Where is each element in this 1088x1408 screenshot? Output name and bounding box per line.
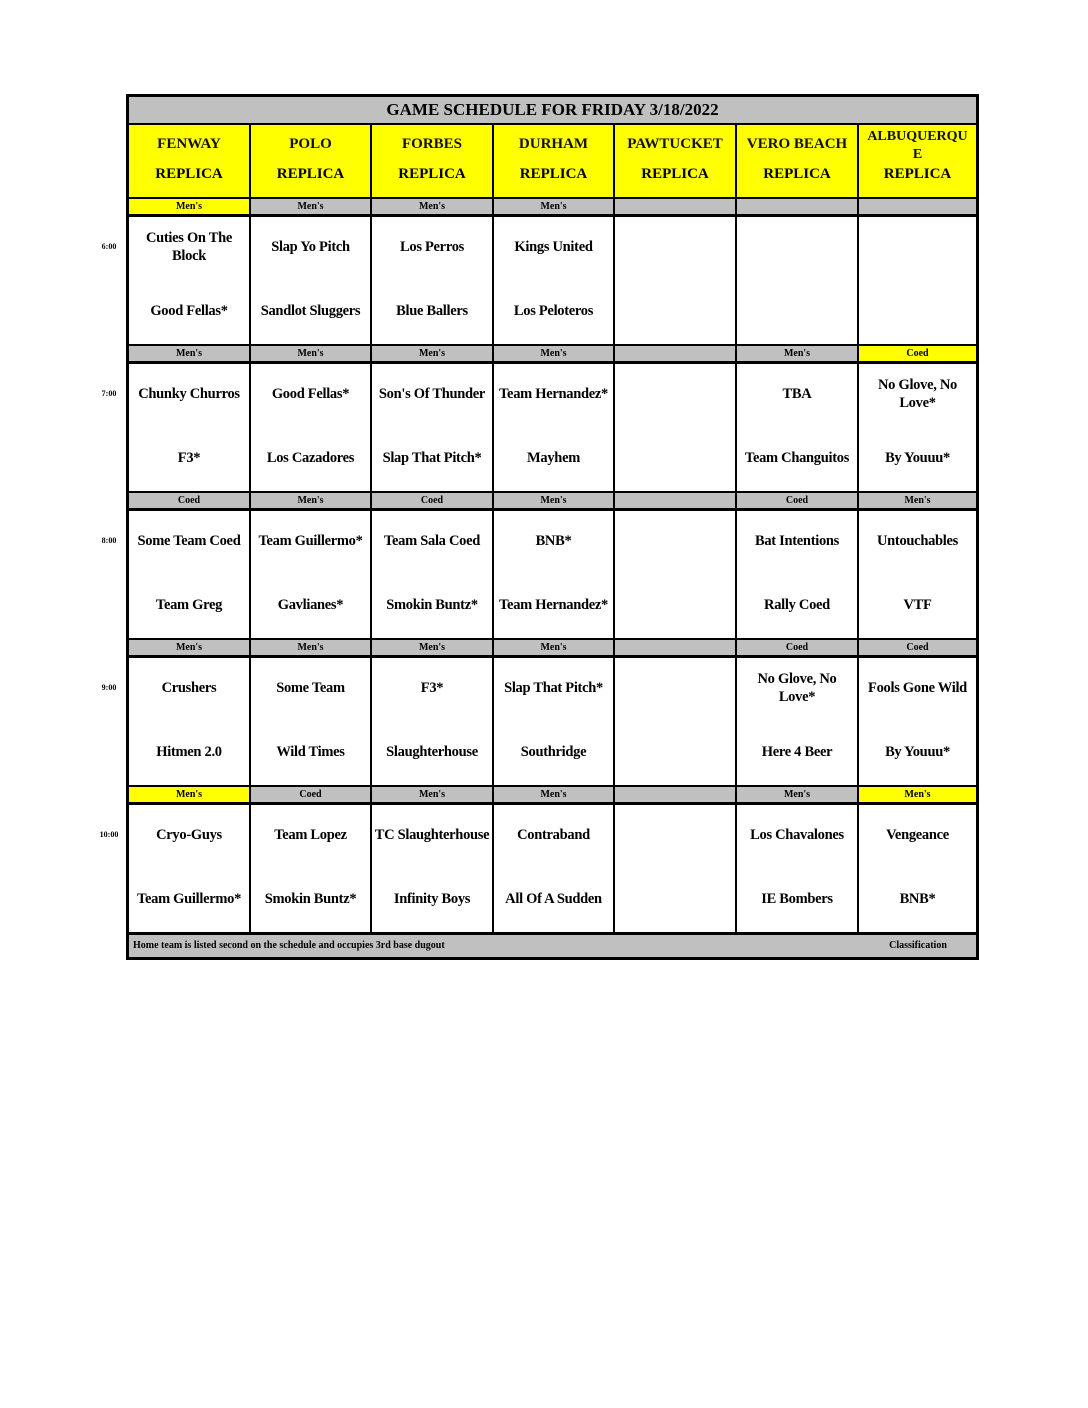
field-header-5 — [737, 125, 857, 197]
away-team: Some Team — [276, 680, 345, 696]
home-team: IE Bombers — [761, 891, 833, 907]
home-team: Wild Times — [276, 744, 345, 760]
home-team: Blue Ballers — [396, 303, 468, 319]
classification-cell: Men's — [372, 199, 492, 214]
away-team: Team Sala Coed — [384, 533, 480, 549]
classification-cell: Men's — [129, 199, 249, 214]
classification-cell: Men's — [494, 199, 613, 214]
classification-cell: Men's — [737, 346, 857, 361]
away-team — [616, 227, 734, 267]
home-team: Team Greg — [155, 597, 223, 613]
time-label-0: 6:00 — [101, 242, 117, 251]
field-name: FORBES — [401, 136, 462, 152]
home-team: Good Fellas* — [150, 303, 228, 319]
away-team: BNB* — [535, 533, 572, 549]
home-team: Smokin Buntz* — [386, 597, 478, 613]
game-cell — [372, 217, 492, 344]
time-label-4: 10:00 — [99, 830, 119, 839]
schedule-title: GAME SCHEDULE FOR FRIDAY 3/18/2022 — [129, 97, 976, 123]
home-team: Slap That Pitch* — [382, 450, 482, 466]
classification-cell: Men's — [251, 493, 370, 508]
field-name: PAWTUCKET — [627, 136, 723, 152]
classification-cell: Men's — [494, 493, 613, 508]
classification-cell: Coed — [859, 346, 976, 361]
away-team: F3* — [420, 680, 444, 696]
classification-cell: Coed — [372, 493, 492, 508]
game-cell — [615, 805, 735, 932]
home-team: Los Cazadores — [266, 450, 355, 466]
time-label-1: 7:00 — [101, 389, 117, 398]
time-label-2: 8:00 — [101, 536, 117, 545]
away-team: TC Slaughterhouse — [374, 827, 490, 843]
game-cell — [129, 511, 249, 638]
home-team-note: Home team is listed second on the schedule and occupies 3rd base dugout — [133, 940, 445, 951]
home-team — [738, 291, 856, 331]
field-header-4 — [615, 125, 735, 197]
away-team — [616, 521, 734, 561]
home-team: Hitmen 2.0 — [156, 744, 222, 760]
classification-cell: Men's — [859, 787, 976, 802]
game-cell — [859, 364, 976, 491]
game-cell — [737, 364, 857, 491]
game-cell — [372, 658, 492, 785]
game-cell — [251, 511, 370, 638]
home-team — [616, 585, 734, 625]
game-cell — [494, 805, 613, 932]
classification-cell — [615, 199, 735, 214]
classification-cell — [615, 493, 735, 508]
game-cell — [859, 217, 976, 344]
field-subtitle: REPLICA — [398, 166, 466, 182]
home-team: Los Peloteros — [513, 303, 594, 319]
classification-cell: Men's — [129, 787, 249, 802]
away-team: Contraband — [517, 827, 590, 843]
away-team: Team Hernandez* — [499, 386, 608, 402]
game-cell — [372, 511, 492, 638]
classification-cell: Men's — [859, 493, 976, 508]
classification-cell — [615, 787, 735, 802]
classification-cell: Men's — [251, 346, 370, 361]
home-team: Slaughterhouse — [386, 744, 478, 760]
classification-cell — [615, 346, 735, 361]
home-team: Smokin Buntz* — [264, 891, 357, 907]
away-team: Team Lopez — [274, 827, 347, 843]
classification-cell — [859, 199, 976, 214]
home-team: Gavlianes* — [277, 597, 344, 613]
classification-cell: Men's — [494, 346, 613, 361]
game-cell — [129, 217, 249, 344]
home-team: VTF — [903, 597, 932, 613]
classification-cell: Men's — [129, 346, 249, 361]
home-team: Team Guillermo* — [136, 891, 242, 907]
classification-cell: Coed — [737, 640, 857, 655]
game-cell — [859, 511, 976, 638]
field-header-0 — [129, 125, 249, 197]
away-team: Los Perros — [400, 239, 464, 255]
classification-cell: Men's — [372, 787, 492, 802]
classification-cell: Men's — [372, 346, 492, 361]
home-team: Team Hernandez* — [499, 597, 608, 613]
classification-cell: Men's — [251, 199, 370, 214]
field-subtitle: REPLICA — [883, 166, 952, 182]
classification-cell — [737, 199, 857, 214]
home-team: Mayhem — [527, 450, 580, 466]
away-team: Some Team Coed — [137, 533, 241, 549]
field-name: DURHAM — [518, 136, 589, 152]
home-team: F3* — [177, 450, 201, 466]
game-cell — [494, 364, 613, 491]
classification-cell: Men's — [251, 640, 370, 655]
home-team — [860, 291, 975, 331]
game-cell — [251, 217, 370, 344]
away-team — [616, 374, 734, 414]
away-team: Chunky Churros — [138, 386, 240, 402]
field-subtitle: REPLICA — [276, 166, 345, 182]
home-team: By Youuu* — [885, 450, 950, 466]
classification-cell: Men's — [129, 640, 249, 655]
game-cell — [737, 658, 857, 785]
game-cell — [251, 364, 370, 491]
away-team: Team Guillermo* — [258, 533, 363, 549]
away-team: Kings United — [514, 239, 593, 255]
away-team: Untouchables — [877, 533, 958, 549]
classification-cell: Men's — [372, 640, 492, 655]
field-name: VERO BEACH — [746, 136, 848, 152]
game-cell — [615, 658, 735, 785]
time-label-3: 9:00 — [101, 683, 117, 692]
home-team — [616, 879, 734, 919]
away-team — [616, 668, 734, 708]
away-team — [738, 227, 856, 267]
home-team: Sandlot Sluggers — [260, 303, 361, 319]
away-team: Slap Yo Pitch — [271, 239, 350, 255]
game-cell — [737, 805, 857, 932]
away-team: Bat Intentions — [754, 533, 840, 549]
field-header-1 — [251, 125, 370, 197]
away-team: Slap That Pitch* — [504, 680, 603, 696]
field-name: ALBUQUERQU E — [867, 129, 968, 162]
away-team: No Glove, No Love* — [878, 377, 957, 411]
game-cell — [251, 805, 370, 932]
home-team — [616, 732, 734, 772]
home-team: Here 4 Beer — [761, 744, 833, 760]
game-cell — [494, 511, 613, 638]
game-cell — [615, 217, 735, 344]
game-cell — [129, 805, 249, 932]
classification-cell: Coed — [129, 493, 249, 508]
away-team: Crushers — [161, 680, 217, 696]
field-subtitle: REPLICA — [763, 166, 831, 182]
game-cell — [859, 658, 976, 785]
home-team: Southridge — [520, 744, 587, 760]
away-team: Vengeance — [886, 827, 949, 843]
field-header-2 — [372, 125, 492, 197]
away-team: TBA — [782, 386, 812, 402]
game-cell — [494, 658, 613, 785]
home-team — [616, 438, 734, 478]
home-team: Infinity Boys — [393, 891, 471, 907]
field-header-6 — [859, 125, 976, 197]
away-team: Fools Gone Wild — [868, 680, 967, 696]
away-team — [860, 227, 975, 267]
game-cell — [737, 217, 857, 344]
game-cell — [129, 658, 249, 785]
classification-cell: Coed — [859, 640, 976, 655]
field-subtitle: REPLICA — [641, 166, 709, 182]
field-name: POLO — [289, 136, 332, 152]
classification-cell: Coed — [737, 493, 857, 508]
game-cell — [251, 658, 370, 785]
classification-cell — [615, 640, 735, 655]
away-team: Son's Of Thunder — [378, 386, 486, 402]
classification-cell: Men's — [494, 640, 613, 655]
schedule-table — [126, 94, 979, 960]
game-cell — [494, 217, 613, 344]
away-team: Cryo-Guys — [156, 827, 222, 843]
away-team — [616, 815, 734, 855]
away-team: Good Fellas* — [271, 386, 350, 402]
game-cell — [737, 511, 857, 638]
home-team: Rally Coed — [764, 597, 830, 613]
home-team: BNB* — [899, 891, 936, 907]
game-cell — [372, 364, 492, 491]
game-cell — [129, 364, 249, 491]
home-team: By Youuu* — [885, 744, 950, 760]
field-subtitle: REPLICA — [519, 166, 588, 182]
game-cell — [615, 364, 735, 491]
classification-label: Classification — [889, 940, 947, 951]
away-team: Los Chavalones — [750, 827, 844, 843]
away-team: No Glove, No Love* — [757, 671, 837, 705]
classification-cell: Men's — [737, 787, 857, 802]
field-subtitle: REPLICA — [155, 166, 223, 182]
classification-cell: Men's — [494, 787, 613, 802]
classification-cell: Coed — [251, 787, 370, 802]
field-name: FENWAY — [157, 136, 221, 152]
game-cell — [615, 511, 735, 638]
home-team: All Of A Sudden — [505, 891, 602, 907]
home-team — [616, 291, 734, 331]
game-cell — [859, 805, 976, 932]
game-cell — [372, 805, 492, 932]
schedule-footer — [129, 935, 976, 957]
field-header-3 — [494, 125, 613, 197]
home-team: Team Changuitos — [744, 450, 850, 466]
away-team: Cuties On The Block — [145, 230, 233, 264]
